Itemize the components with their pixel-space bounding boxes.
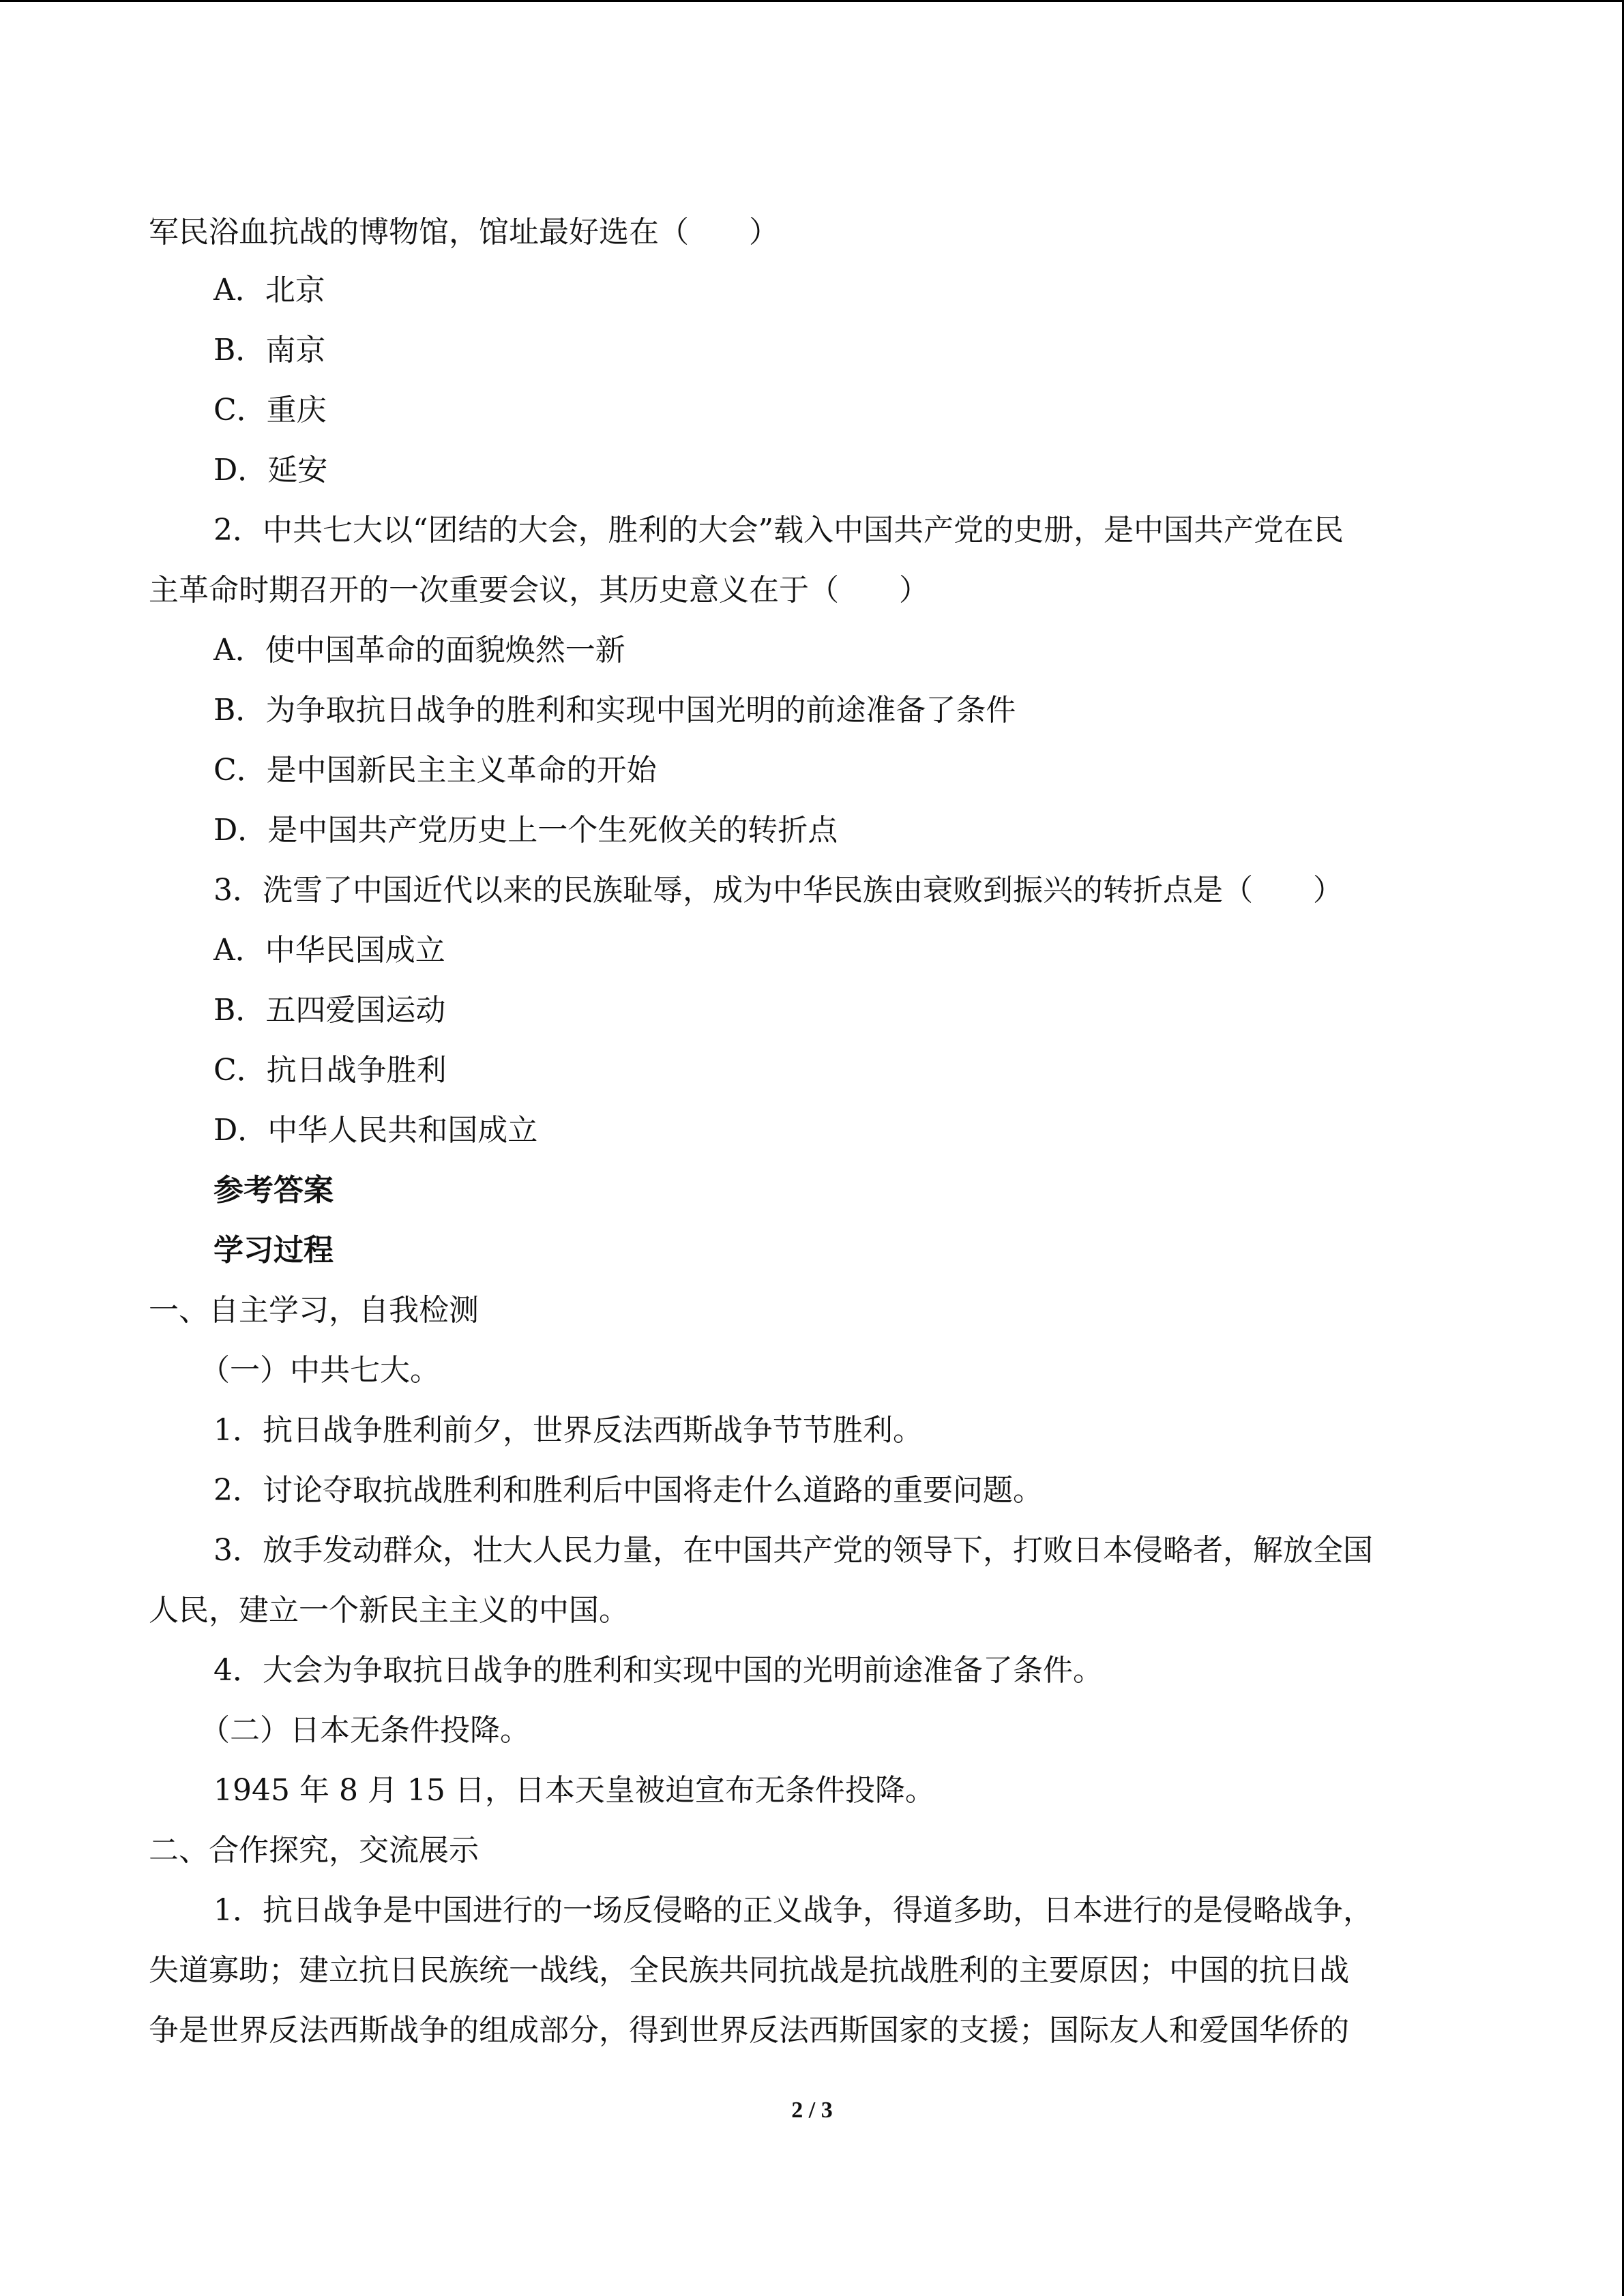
discussion-item-1: 1．抗日战争是中国进行的一场反侵略的正义战争，得道多助，日本进行的是侵略战争， <box>213 1893 1373 1928</box>
discussion-continuation-2: 争是世界反法西斯战争的组成部分，得到世界反法西斯国家的支援；国际友人和爱国华侨的 <box>149 2013 1349 2048</box>
option-c: C．抗日战争胜利 <box>213 1053 447 1088</box>
item-1: 1．抗日战争胜利前夕，世界反法西斯战争节节胜利。 <box>213 1413 923 1448</box>
subsection-heading-2: （二）日本无条件投降。 <box>200 1713 530 1748</box>
option-b: B．南京 <box>213 333 326 368</box>
question-continuation: 军民浴血抗战的博物馆，馆址最好选在（ ） <box>149 215 779 250</box>
discussion-continuation-1: 失道寡助；建立抗日民族统一战线，全民族共同抗战是抗战胜利的主要原因；中国的抗日战 <box>149 1953 1349 1988</box>
option-a: A．北京 <box>213 273 325 308</box>
option-c: C．重庆 <box>213 393 327 428</box>
surrender-date-text: 1945 年 8 月 15 日，日本天皇被迫宣布无条件投降。 <box>213 1773 935 1808</box>
option-c: C．是中国新民主主义革命的开始 <box>213 753 657 788</box>
question-2-continuation: 主革命时期召开的一次重要会议，其历史意义在于（ ） <box>149 573 929 608</box>
item-3: 3．放手发动群众，壮大人民力量，在中国共产党的领导下，打败日本侵略者，解放全国 <box>213 1533 1373 1568</box>
section-heading-2: 二、合作探究，交流展示 <box>149 1833 479 1868</box>
subsection-heading-1: （一）中共七大。 <box>200 1353 440 1388</box>
option-d: D．中华人民共和国成立 <box>213 1113 538 1148</box>
option-b: B．五四爱国运动 <box>213 993 446 1028</box>
question-2: 2．中共七大以“团结的大会，胜利的大会”载入中国共产党的史册，是中国共产党在民 <box>213 513 1344 548</box>
section-heading-1: 一、自主学习，自我检测 <box>149 1293 479 1328</box>
page-number: 2 / 3 <box>791 2098 833 2123</box>
document-body <box>149 205 1479 2061</box>
answer-heading: 参考答案 <box>213 1173 334 1208</box>
page-border-top <box>0 0 1624 2</box>
option-b: B．为争取抗日战争的胜利和实现中国光明的前途准备了条件 <box>213 693 1016 728</box>
question-3: 3．洗雪了中国近代以来的民族耻辱，成为中华民族由衰败到振兴的转折点是（ ） <box>213 873 1343 908</box>
option-d: D．是中国共产党历史上一个生死攸关的转折点 <box>213 813 838 848</box>
item-2: 2．讨论夺取抗战胜利和胜利后中国将走什么道路的重要问题。 <box>213 1473 1043 1508</box>
process-heading: 学习过程 <box>213 1233 334 1268</box>
item-3-continuation: 人民，建立一个新民主主义的中国。 <box>149 1593 629 1628</box>
item-4: 4．大会为争取抗日战争的胜利和实现中国的光明前途准备了条件。 <box>213 1653 1103 1688</box>
option-a: A．使中国革命的面貌焕然一新 <box>213 633 625 668</box>
option-d: D．延安 <box>213 453 328 488</box>
option-a: A．中华民国成立 <box>213 933 445 968</box>
